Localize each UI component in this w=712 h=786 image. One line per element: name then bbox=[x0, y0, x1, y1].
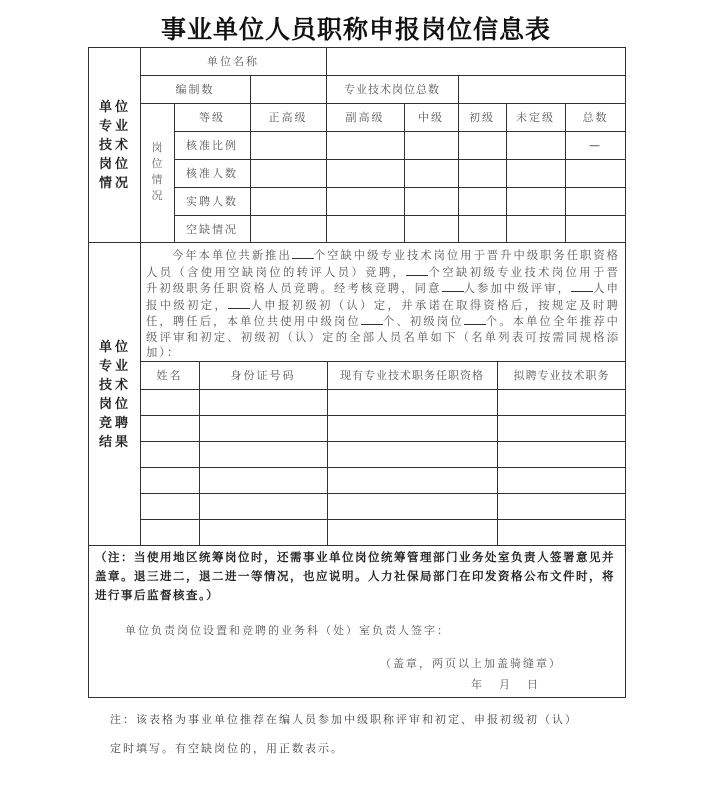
id-cell[interactable] bbox=[199, 467, 327, 493]
divider bbox=[88, 545, 626, 546]
vchar: 位 bbox=[151, 157, 163, 170]
label-line: 单位 bbox=[98, 100, 131, 115]
grade-cell[interactable] bbox=[506, 215, 565, 242]
divider bbox=[88, 242, 626, 243]
grade-cell[interactable] bbox=[506, 187, 565, 215]
row-label: 核准人数 bbox=[186, 167, 238, 180]
label-line: 岗位 bbox=[98, 157, 131, 172]
coordination-note: （注：当使用地区统筹岗位时，还需事业单位岗位统筹管理部门业务处室负责人签署意见并盖章。退三进二，退二进一等情况，也应说明。人力社保局部门在印发资格公布文件时，将进行事后监督核查。） bbox=[95, 550, 615, 602]
row-label: 核准比例 bbox=[186, 139, 238, 152]
label-line: 专业 bbox=[98, 119, 131, 134]
para-text: 人申报中级初定， bbox=[146, 282, 620, 312]
para-text: 今年本单位共新推出 bbox=[172, 249, 292, 262]
grade-col-header: 总数 bbox=[582, 111, 609, 124]
grade-cell[interactable] bbox=[326, 159, 404, 187]
para-text: 个空缺初级专业技术岗位用于晋升初级职务任职资格人员竞聘。经考核竞聘，同意 bbox=[146, 265, 620, 295]
para-text: 个、初级岗位 bbox=[382, 315, 464, 328]
blank-junior-vacancy-count[interactable] bbox=[406, 264, 428, 276]
col-header-id-number: 身份证号码 bbox=[230, 369, 296, 382]
position-cell[interactable] bbox=[497, 519, 626, 545]
grade-cell[interactable] bbox=[326, 131, 404, 159]
label-line: 技术 bbox=[98, 138, 131, 153]
id-cell[interactable] bbox=[199, 519, 327, 545]
grade-col-header: 未定级 bbox=[516, 111, 555, 124]
grade-cell[interactable] bbox=[404, 187, 458, 215]
grade-cell[interactable] bbox=[458, 187, 506, 215]
name-cell[interactable] bbox=[140, 441, 199, 467]
date-day-label: 日 bbox=[527, 678, 540, 691]
name-cell[interactable] bbox=[140, 519, 199, 545]
grade-cell[interactable] bbox=[250, 159, 326, 187]
blank-mid-vacancy-count[interactable] bbox=[292, 247, 314, 259]
col-header-proposed-position: 拟聘专业技术职务 bbox=[513, 369, 610, 382]
post-status-vertical-label bbox=[150, 140, 164, 204]
grade-header: 等级 bbox=[199, 111, 225, 124]
name-cell[interactable] bbox=[140, 415, 199, 441]
footer-note-line1: 注：该表格为事业单位推荐在编人员参加中级职称评审和初定、申报初级初（认） bbox=[110, 713, 578, 726]
position-cell[interactable] bbox=[497, 441, 626, 467]
vchar: 况 bbox=[151, 189, 163, 202]
qualification-cell[interactable] bbox=[327, 441, 497, 467]
total-cell[interactable] bbox=[565, 159, 626, 187]
qualification-cell[interactable] bbox=[327, 467, 497, 493]
name-cell[interactable] bbox=[140, 467, 199, 493]
tech-total-label: 专业技术岗位总数 bbox=[344, 83, 440, 96]
total-cell: — bbox=[589, 138, 602, 152]
para-text: 个空缺中级专业技术岗位用于晋升中级职务任职资格人员（含使用空缺岗位的转评人员）竞聘， bbox=[146, 249, 620, 279]
qualification-cell[interactable] bbox=[327, 389, 497, 415]
label-line: 情况 bbox=[98, 176, 131, 191]
grade-col-header: 中级 bbox=[418, 111, 444, 124]
total-cell[interactable] bbox=[565, 215, 626, 242]
total-cell[interactable] bbox=[565, 187, 626, 215]
name-cell[interactable] bbox=[140, 493, 199, 519]
signature-field[interactable] bbox=[480, 618, 620, 640]
grade-cell[interactable] bbox=[404, 215, 458, 242]
grade-cell[interactable] bbox=[458, 215, 506, 242]
grade-col-header: 正高级 bbox=[268, 111, 308, 124]
para-text: 人参加中级评审， bbox=[463, 282, 572, 295]
section-label-post-status bbox=[92, 98, 138, 193]
id-cell[interactable] bbox=[199, 389, 327, 415]
grade-cell[interactable] bbox=[250, 187, 326, 215]
row-label: 实聘人数 bbox=[186, 195, 238, 208]
position-cell[interactable] bbox=[497, 389, 626, 415]
para-text: 个。本单位全年推荐中级评审和初定、初级初（认）定的全部人员名单如下（名单列表可按需同规格添加）： bbox=[146, 315, 620, 359]
grade-cell[interactable] bbox=[404, 159, 458, 187]
id-cell[interactable] bbox=[199, 493, 327, 519]
label-line: 岗位 bbox=[98, 397, 131, 412]
id-cell[interactable] bbox=[199, 415, 327, 441]
page-title: 事业单位人员职称申报岗位信息表 bbox=[160, 15, 551, 44]
id-cell[interactable] bbox=[199, 441, 327, 467]
staffing-field[interactable] bbox=[251, 76, 326, 103]
unit-name-field[interactable] bbox=[327, 48, 625, 75]
vchar: 情 bbox=[151, 173, 163, 186]
signature-label: 单位负责岗位设置和竞聘的业务科（处）室负责人签字： bbox=[125, 624, 450, 637]
grade-cell[interactable] bbox=[250, 131, 326, 159]
competition-paragraph bbox=[146, 247, 620, 361]
label-line: 单位 bbox=[98, 340, 131, 355]
grade-cell[interactable] bbox=[506, 131, 565, 159]
blank-junior-initial-count[interactable] bbox=[228, 297, 250, 309]
date-year-label: 年 bbox=[471, 678, 484, 691]
grade-cell[interactable] bbox=[404, 131, 458, 159]
qualification-cell[interactable] bbox=[327, 493, 497, 519]
grade-col-header: 初级 bbox=[469, 111, 495, 124]
grade-cell[interactable] bbox=[326, 215, 404, 242]
staffing-label: 编制数 bbox=[175, 83, 215, 96]
position-cell[interactable] bbox=[497, 493, 626, 519]
blank-mid-review-count[interactable] bbox=[442, 280, 464, 292]
col-header-name: 姓名 bbox=[156, 369, 183, 382]
position-cell[interactable] bbox=[497, 467, 626, 493]
grade-col-header: 副高级 bbox=[345, 111, 385, 124]
unit-name-label: 单位名称 bbox=[207, 55, 259, 68]
grade-cell[interactable] bbox=[250, 215, 326, 242]
grade-cell[interactable] bbox=[506, 159, 565, 187]
qualification-cell[interactable] bbox=[327, 519, 497, 545]
position-cell[interactable] bbox=[497, 415, 626, 441]
vchar: 岗 bbox=[151, 141, 163, 154]
col-header-current-qualification: 现有专业技术职务任职资格 bbox=[340, 369, 484, 382]
label-line: 技术 bbox=[98, 378, 131, 393]
row-label: 空缺情况 bbox=[186, 222, 238, 236]
grade-cell[interactable] bbox=[458, 131, 506, 159]
grade-cell[interactable] bbox=[458, 159, 506, 187]
footer-note-line2: 定时填写。有空缺岗位的，用正数表示。 bbox=[110, 742, 344, 755]
label-line: 结果 bbox=[98, 435, 131, 450]
blank-mid-post-used[interactable] bbox=[361, 313, 383, 325]
section-label-competition-result bbox=[92, 338, 138, 452]
name-cell[interactable] bbox=[140, 389, 199, 415]
grade-cell[interactable] bbox=[326, 187, 404, 215]
blank-junior-post-used[interactable] bbox=[464, 313, 486, 325]
date-month-label: 月 bbox=[499, 678, 512, 691]
qualification-cell[interactable] bbox=[327, 415, 497, 441]
para-text: 人申报初级初（认）定，并承诺在取得资格后，按规定及时聘任，聘任后，本单位共使用中级岗位 bbox=[146, 298, 620, 328]
stamp-note: （盖章，两页以上加盖骑缝章） bbox=[380, 657, 562, 670]
tech-total-field[interactable] bbox=[459, 76, 625, 103]
blank-mid-initial-count[interactable] bbox=[571, 280, 593, 292]
label-line: 专业 bbox=[98, 359, 131, 374]
label-line: 竞聘 bbox=[98, 416, 131, 431]
